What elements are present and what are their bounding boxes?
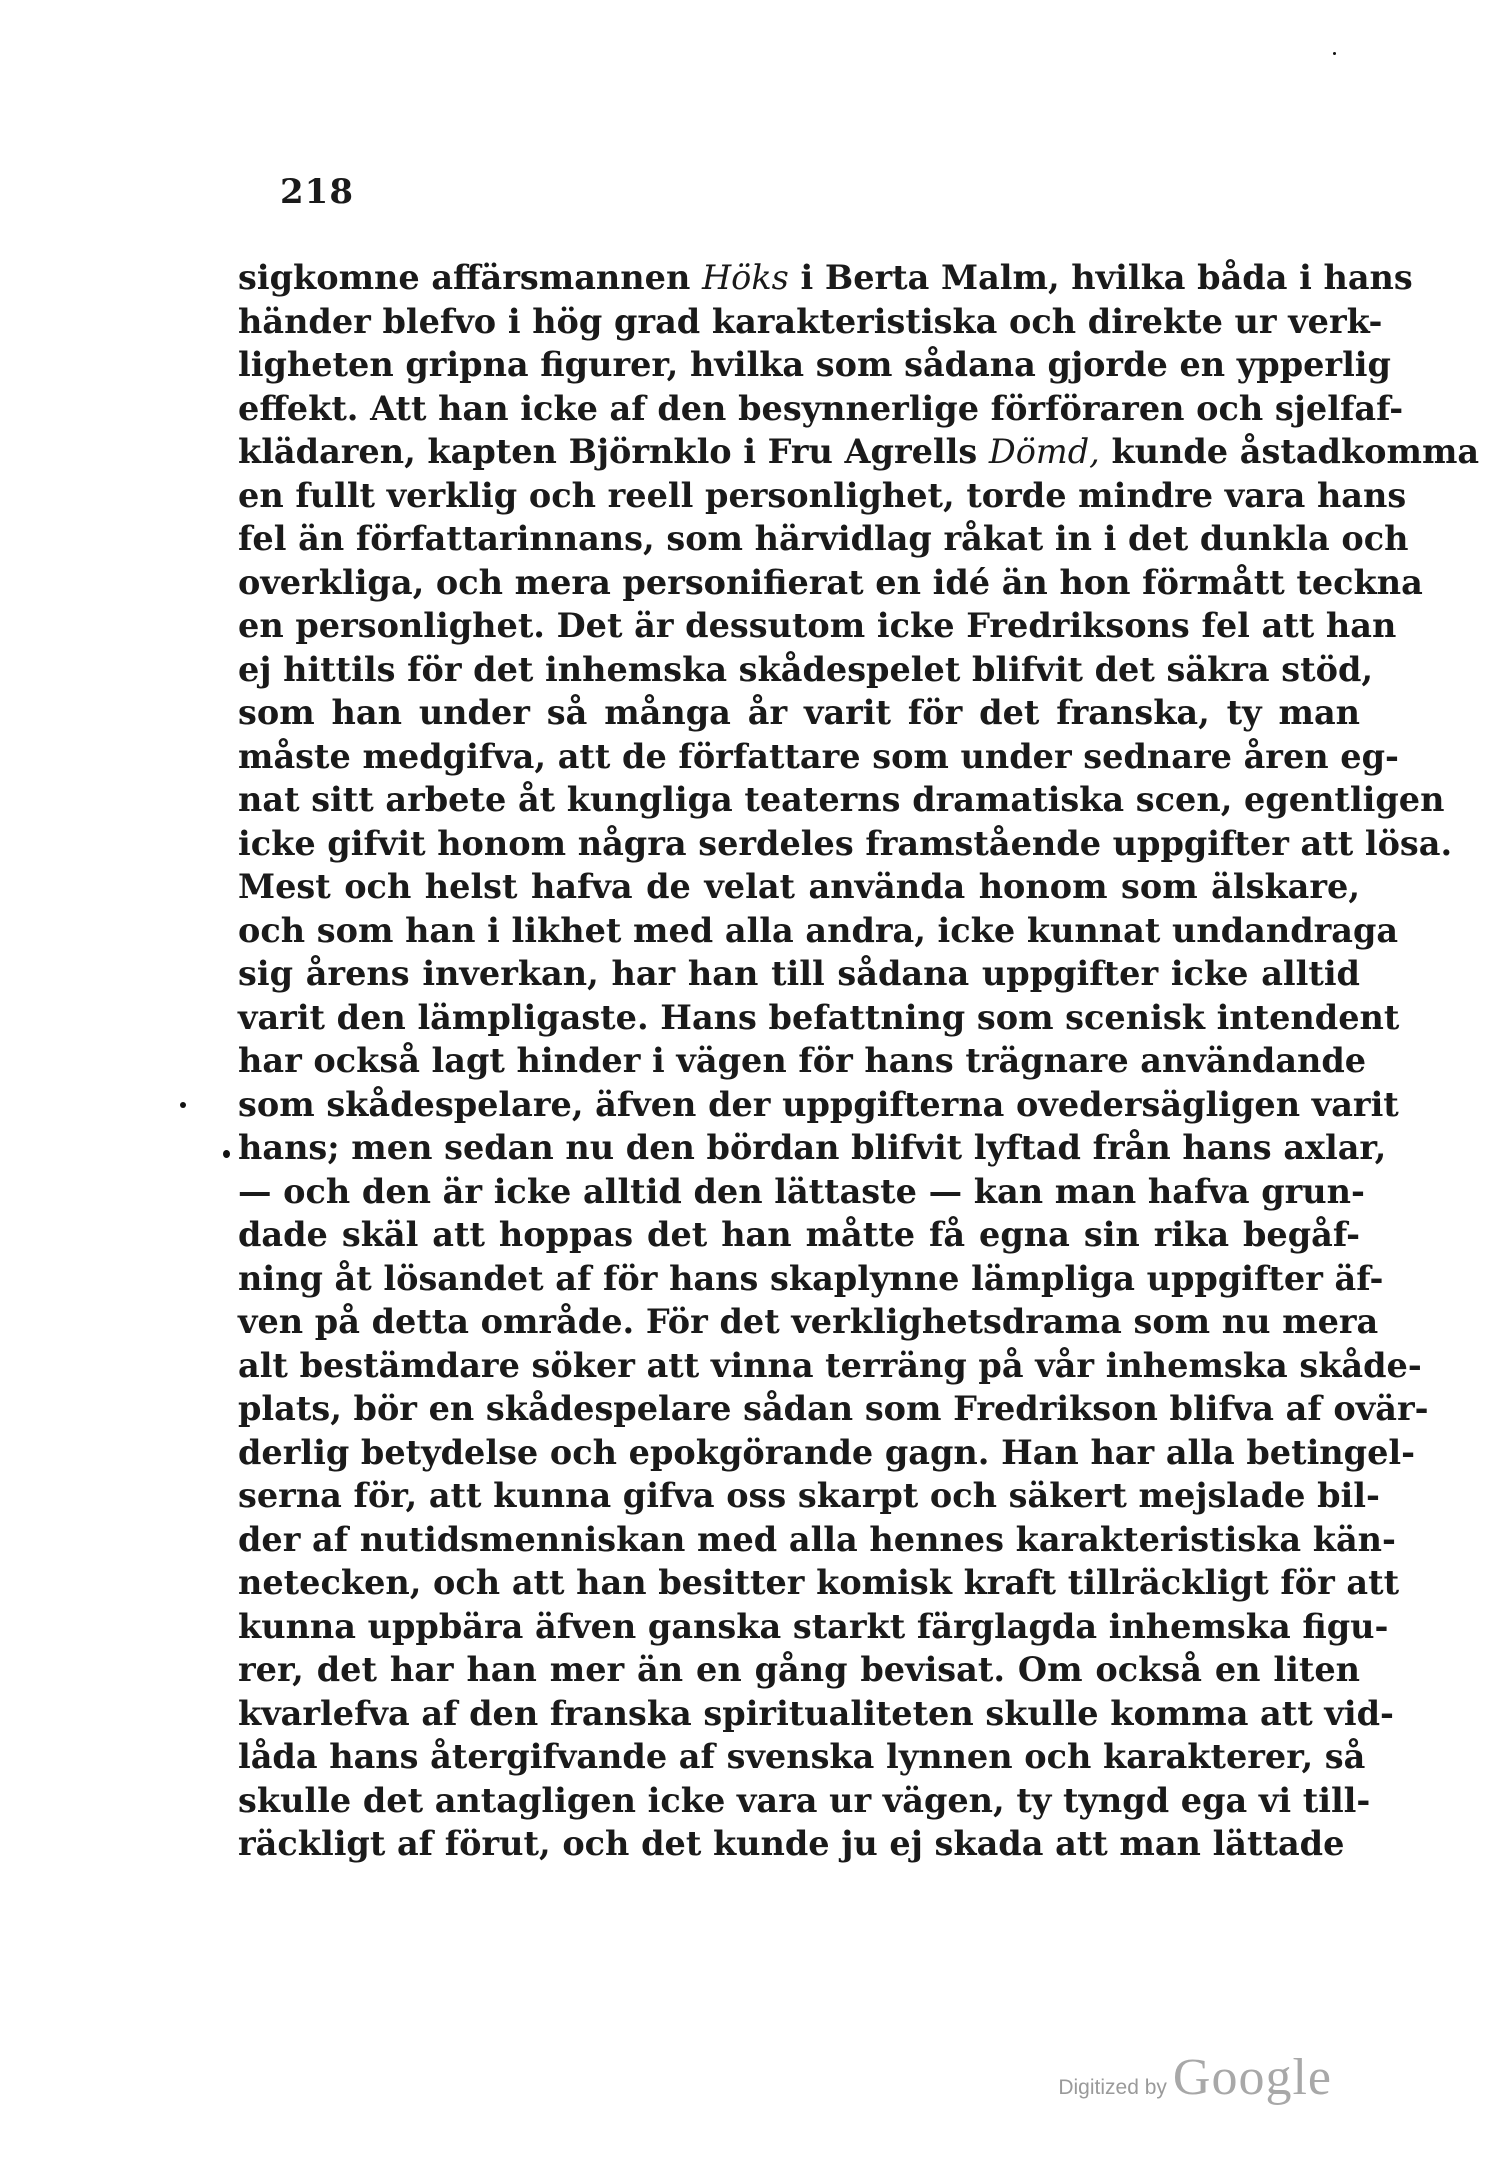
text-line [238,1692,1394,1736]
text-line [238,1083,1399,1127]
text-line-segment: — och den är icke alltid den lättaste — kan man hafva grun- [238,1171,1365,1211]
text-line-segment: ligheten gripna figurer, hvilka som sådana gjorde en ypperlig [238,345,1391,384]
text-line-segment: ej hittils för det inhemska skådespelet blifvit det säkra stöd, [238,649,1374,689]
text-line-segment: skulle det antagligen icke vara ur vägen, ty tyngd ega vi till- [238,1780,1371,1820]
text-line [238,1822,1360,1866]
text-line-segment: som skådespelare, äfven der uppgifterna ovedersägligen varit [238,1084,1399,1124]
ink-speck [180,1102,186,1108]
text-line [238,778,1445,822]
text-line-segment: derlig betydelse och epokgörande gagn. Han har alla betingel- [238,1432,1416,1472]
text-line-segment: har också lagt hinder i vägen för hans trägnare användande [238,1041,1367,1080]
text-line-segment: dade skäl att hoppas det han måtte få egna sin rika begåf- [238,1215,1360,1254]
text-line [238,648,1374,692]
digitized-watermark [1058,2048,1332,2107]
text-line [238,1213,1360,1257]
text-line-segment: serna för, att kunna gifva oss skarpt och säkert mejslade bil- [238,1476,1380,1515]
google-logo: Google [1172,2049,1332,2106]
text-line-segment: sigkomne affärsmannen [238,258,702,297]
text-line [238,1257,1384,1301]
page-number: 218 [280,172,354,212]
text-line-segment: kunna uppbära äfven ganska starkt färglagda inhemska figu- [238,1606,1389,1646]
text-line [238,474,1407,518]
text-line-segment: som han under så många år varit för det franska, ty man [238,693,1360,732]
text-line-segment: effekt. Att han icke af den besynnerlige förföraren och sjelfaf- [238,388,1404,428]
text-line [238,1431,1416,1475]
text-line-segment: ven på detta område. För det verklighetsdrama som nu mera [238,1302,1379,1341]
text-line [238,691,1360,735]
text-line [238,604,1397,648]
text-line [238,300,1383,344]
text-line-segment: rer, det har han mer än en gång bevisat. Om också en liten [238,1650,1360,1689]
text-line [238,1170,1365,1214]
text-line-segment: netecken, och att han besitter komisk kraft tillräckligt för att [238,1563,1400,1602]
text-line-segment: en fullt verklig och reell personlighet, torde mindre vara hans [238,475,1407,515]
text-line [238,1779,1371,1823]
text-line [238,343,1391,387]
text-line [238,822,1453,866]
text-line-segment: ning åt lösandet af för hans skaplynne lämpliga uppgifter äf- [238,1258,1384,1298]
text-line-segment: varit den lämpligaste. Hans befattning som scenisk intendent [238,997,1400,1037]
text-line-segment: räckligt af förut, och det kunde ju ej skada att man lättade [238,1824,1345,1863]
text-line [238,735,1399,779]
text-line-segment: Mest och helst hafva de velat använda honom som älskare, [238,867,1360,906]
text-line [238,1126,1387,1170]
text-line [238,1735,1366,1779]
text-line [238,1344,1422,1388]
text-line-segment: icke gifvit honom några serdeles framstående uppgifter att lösa. [238,823,1453,863]
text-line [238,952,1360,996]
text-line [238,430,1480,474]
text-line-segment: der af nutidsmenniskan med alla hennes karakteristiska kän- [238,1519,1396,1559]
text-line [238,1518,1396,1562]
body-text [238,256,1480,1866]
text-line [238,1039,1367,1083]
text-line [238,865,1360,909]
text-line [238,1561,1400,1605]
text-line-segment: kvarlefva af den franska spiritualiteten skulle komma att vid- [238,1693,1394,1733]
text-line [238,1605,1389,1649]
text-line [238,387,1404,431]
italic-title: Höks [701,258,789,297]
ink-speck [223,1150,230,1158]
text-line-segment: händer blefvo i hög grad karakteristiska och direkte ur verk- [238,301,1383,341]
text-line [238,1648,1360,1692]
text-line-segment: kunde åstadkomma [1099,432,1480,471]
text-line [238,561,1423,605]
text-line-segment: sig årens inverkan, har han till sådana uppgifter icke alltid [238,954,1360,993]
text-line [238,256,1413,300]
text-line-segment: i Berta Malm, hvilka båda i hans [788,258,1413,297]
text-line [238,517,1409,561]
text-line-segment: klädaren, kapten Björnklo i Fru Agrells [238,432,989,471]
text-line [238,909,1399,953]
ink-speck [1333,52,1336,55]
italic-title: Dömd, [988,432,1100,471]
text-line-segment: en personlighet. Det är dessutom icke Fredriksons fel att han [238,606,1397,645]
text-line [238,996,1400,1040]
text-line-segment: måste medgifva, att de författare som under sednare åren eg- [238,736,1399,776]
text-line-segment: fel än författarinnans, som härvidlag råkat in i det dunkla och [238,519,1409,558]
text-line-segment: alt bestämdare söker att vinna terräng på vår inhemska skåde- [238,1345,1422,1385]
text-line-segment: nat sitt arbete åt kungliga teaterns dramatiska scen, egentligen [238,780,1445,819]
text-line-segment: plats, bör en skådespelare sådan som Fredrikson blifva af ovär- [238,1389,1429,1428]
text-line [238,1474,1380,1518]
text-line [238,1300,1379,1344]
watermark-prefix: Digitized by [1058,2076,1167,2099]
text-line-segment: overkliga, och mera personifierat en idé än hon förmått teckna [238,562,1423,602]
text-line-segment: och som han i likhet med alla andra, icke kunnat undandraga [238,910,1399,950]
text-line-segment: låda hans återgifvande af svenska lynnen och karakterer, så [238,1737,1366,1776]
text-line-segment: hans; men sedan nu den bördan blifvit lyftad från hans axlar, [238,1128,1387,1167]
text-line [238,1387,1429,1431]
